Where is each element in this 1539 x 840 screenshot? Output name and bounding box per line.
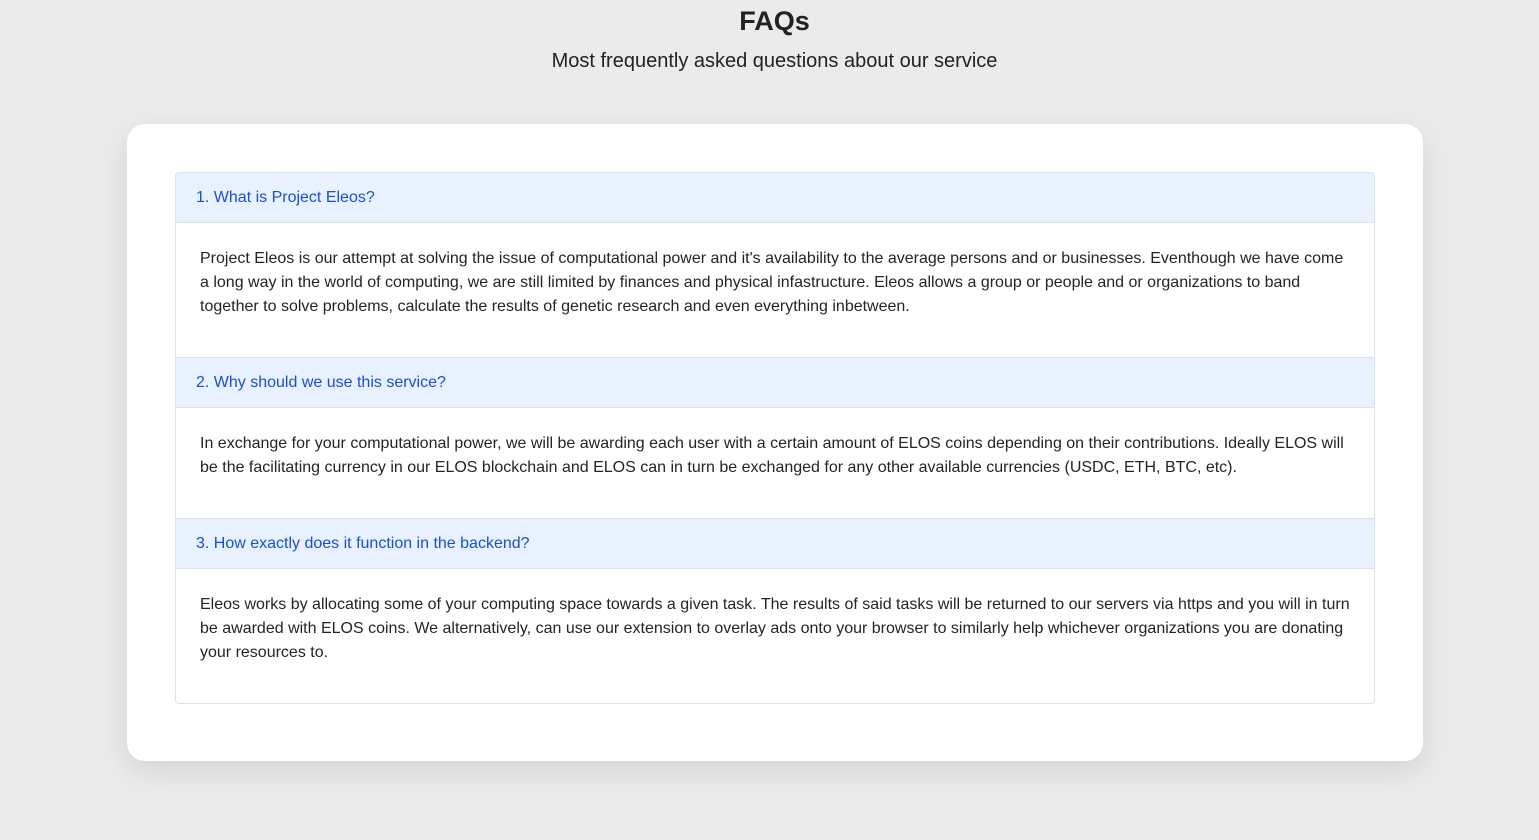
faq-question-button[interactable] — [176, 519, 1374, 569]
faq-card — [127, 124, 1423, 761]
faq-question-text: 1. What is Project Eleos? — [196, 188, 375, 206]
faq-answer: Eleos works by allocating some of your computing space towards a given task. The results of said tasks will be returned to our servers via https and you will in turn be awarded with ELOS coins. We alternatively, can use our extension to overlay ads onto your browser to similarly help whichever organizations you are donating your resources to. — [200, 596, 1350, 661]
faq-question-text: 2. Why should we use this service? — [196, 373, 446, 391]
faq-item — [176, 357, 1374, 518]
page-title: FAQs — [739, 6, 810, 36]
page-subtitle: Most frequently asked questions about our service — [551, 50, 998, 72]
faq-answer: Project Eleos is our attempt at solving the issue of computational power and it's availability to the average persons and or businesses. Eventhough we have come a long way in the world of computing, we are still limited by finances and physical infastructure. Eleos allows a group or people and or organizations to band together to solve problems, calculate the results of genetic research and even everything inbetween. — [200, 250, 1344, 315]
faq-accordion — [175, 172, 1375, 704]
faq-answer: In exchange for your computational power, we will be awarding each user with a certain amount of ELOS coins depending on their contributions. Ideally ELOS will be the facilitating currency in our ELOS blockchain and ELOS can in turn be exchanged for any other available currencies (USDC, ETH, BTC, etc). — [200, 435, 1344, 476]
faq-question-text: 3. How exactly does it function in the backend? — [196, 534, 530, 552]
faq-item — [176, 173, 1374, 357]
faq-item — [176, 518, 1374, 703]
faq-question-button[interactable] — [176, 358, 1374, 408]
faq-question-button[interactable] — [176, 173, 1374, 223]
